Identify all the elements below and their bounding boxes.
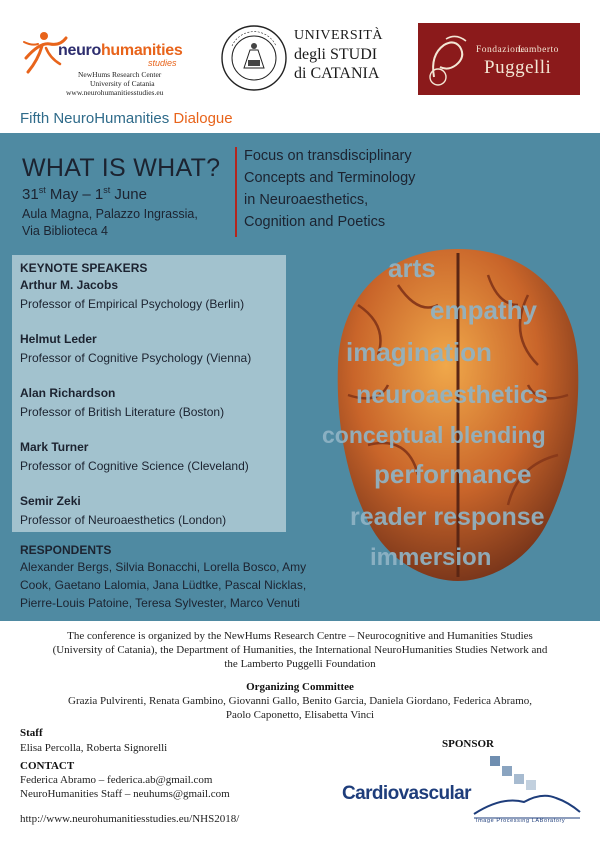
nh-line-3: www.neurohumanitiesstudies.eu bbox=[66, 88, 164, 97]
contact-line-2[interactable]: NeuroHumanities Staff – neuhums@gmail.com bbox=[20, 788, 230, 800]
unict-line-1: UNIVERSITÀ bbox=[294, 28, 383, 43]
focus-line-1: Focus on transdisciplinary bbox=[244, 148, 412, 164]
speaker-name-1: Arthur M. Jacobs bbox=[20, 278, 119, 292]
brain-word-immersion: immersion bbox=[370, 544, 492, 571]
respondents-line-2: Cook, Gaetano Lalomia, Jana Lüdtke, Pascal Nicklas, bbox=[20, 578, 307, 592]
unict-logo bbox=[220, 22, 400, 96]
brain-illustration bbox=[318, 245, 598, 585]
nh-line-2: University of Catania bbox=[90, 79, 155, 88]
sponsor-heading: SPONSOR bbox=[442, 738, 494, 750]
speaker-role-4: Professor of Cognitive Science (Cleveland) bbox=[20, 459, 249, 473]
focus-line-3: in Neuroaesthetics, bbox=[244, 192, 369, 208]
respondents-heading: RESPONDENTS bbox=[20, 543, 112, 557]
date-end-month: June bbox=[114, 186, 147, 203]
brain-word-reader-response: reader response bbox=[350, 503, 545, 531]
venue-line-2: Via Biblioteca 4 bbox=[22, 224, 108, 238]
respondents-line-3: Pierre-Louis Patoine, Teresa Sylvester, Marco Venuti bbox=[20, 596, 300, 610]
date-start-month: May – 1 bbox=[49, 186, 104, 203]
date-end-sup: st bbox=[103, 185, 111, 195]
foundation-line-1: Fondazione bbox=[476, 45, 526, 55]
keynote-heading: KEYNOTE SPEAKERS bbox=[20, 261, 148, 275]
organizers-line-3: the Lamberto Puggelli Foundation bbox=[224, 658, 376, 670]
contact-line-1[interactable]: Federica Abramo – federica.ab@gmail.com bbox=[20, 774, 213, 786]
committee-line-2: Paolo Caponetto, Elisabetta Vinci bbox=[225, 709, 375, 721]
staff-names: Elisa Percolla, Roberta Signorelli bbox=[20, 742, 168, 754]
puggelli-foundation-logo bbox=[418, 23, 580, 95]
cardiovascular-logo: Cardiovascular bbox=[342, 783, 471, 804]
foundation-line-2: Puggelli bbox=[484, 57, 552, 78]
dialogue-prefix: Fifth NeuroHumanities bbox=[20, 110, 170, 127]
speaker-role-3: Professor of British Literature (Boston) bbox=[20, 405, 225, 419]
brain-word-neuroaesthetics: neuroaesthetics bbox=[356, 381, 548, 409]
unict-line-3: di CATANIA bbox=[294, 65, 380, 82]
committee-heading: Organizing Committee bbox=[246, 681, 354, 693]
wordmark-main: neuro bbox=[58, 42, 101, 59]
neurohumanities-logo bbox=[18, 24, 208, 96]
organizers-line-1: The conference is organized by the NewHums Research Centre – Neurocognitive and Humanities Studies bbox=[67, 630, 533, 642]
ipl-caption: Image Processing LABoratory bbox=[476, 818, 566, 824]
respondents-line-1: Alexander Bergs, Silvia Bonacchi, Lorella Bosco, Amy bbox=[20, 560, 307, 574]
event-panel bbox=[0, 133, 600, 621]
brain-word-conceptual-blending: conceptual blending bbox=[322, 422, 546, 448]
wordmark-accent: humanities bbox=[100, 42, 183, 59]
speaker-name-4: Mark Turner bbox=[20, 440, 89, 454]
brain-word-arts: arts bbox=[388, 253, 436, 283]
lp-monogram-icon bbox=[426, 31, 478, 87]
nh-line-1: NewHums Research Center bbox=[78, 70, 162, 79]
dialogue-accent: Dialogue bbox=[173, 110, 233, 127]
unict-line-2: degli STUDI bbox=[294, 46, 378, 63]
date-start-day: 31 bbox=[22, 186, 39, 203]
venue-line-1: Aula Magna, Palazzo Ingrassia, bbox=[22, 207, 198, 221]
brain-word-imagination: imagination bbox=[346, 337, 492, 367]
event-dates bbox=[22, 185, 147, 203]
contact-heading: CONTACT bbox=[20, 760, 75, 772]
event-title: WHAT IS WHAT? bbox=[22, 154, 221, 182]
staff-heading: Staff bbox=[20, 727, 43, 739]
focus-line-2: Concepts and Terminology bbox=[244, 170, 416, 186]
title-divider bbox=[235, 147, 237, 237]
university-seal-icon bbox=[220, 24, 288, 92]
speaker-role-2: Professor of Cognitive Psychology (Vienna) bbox=[20, 351, 252, 365]
brain-word-performance: performance bbox=[374, 459, 532, 489]
speaker-role-5: Professor of Neuroaesthetics (London) bbox=[20, 513, 227, 527]
focus-line-4: Cognition and Poetics bbox=[244, 214, 386, 230]
website-link[interactable]: http://www.neurohumanitiesstudies.eu/NHS2018/ bbox=[20, 813, 240, 825]
speaker-name-5: Semir Zeki bbox=[20, 494, 81, 508]
image-processing-lab-logo bbox=[472, 752, 582, 824]
foundation-line-1b: Lamberto bbox=[518, 45, 559, 55]
speaker-name-3: Alan Richardson bbox=[20, 386, 116, 400]
speaker-role-1: Professor of Empirical Psychology (Berlin) bbox=[20, 297, 245, 311]
dialogue-subtitle bbox=[20, 110, 233, 127]
wordmark-sub: studies bbox=[148, 58, 177, 68]
brain-word-empathy: empathy bbox=[430, 295, 537, 325]
committee-line-1: Grazia Pulvirenti, Renata Gambino, Giovanni Gallo, Benito Garcia, Daniela Giordano, Federica Abramo, bbox=[68, 695, 532, 707]
organizers-line-2: (University of Catania), the Department of Humanities, the International NeuroHumanities Studies Network and bbox=[52, 644, 548, 656]
speaker-name-2: Helmut Leder bbox=[20, 332, 97, 346]
date-start-sup: st bbox=[38, 185, 46, 195]
